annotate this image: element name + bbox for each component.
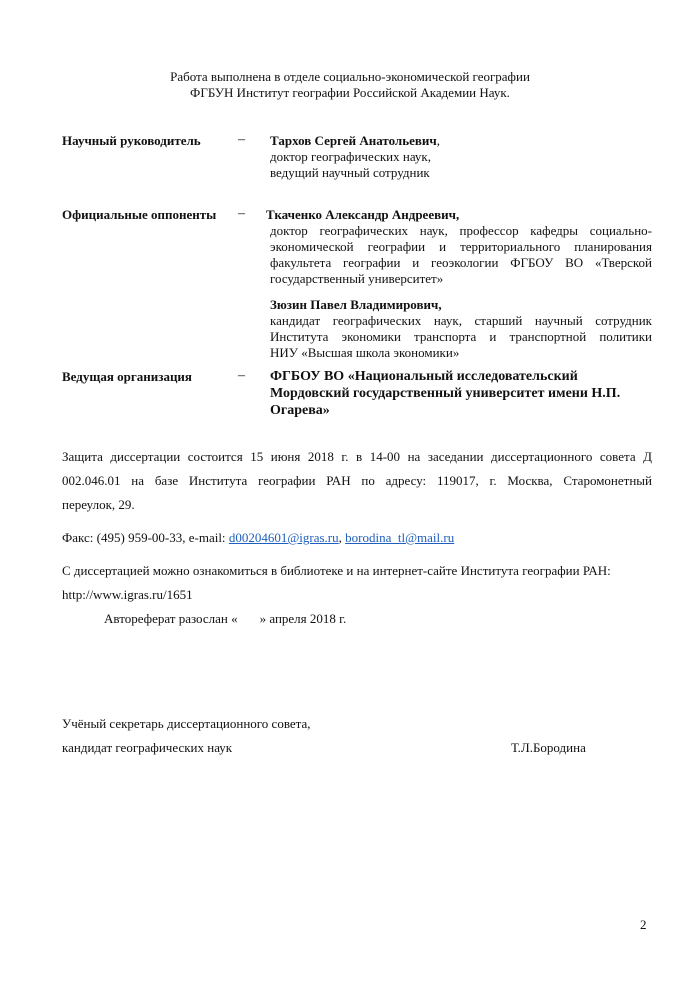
opponent-1-name: Ткаченко Александр Андреевич, [266, 207, 460, 222]
secretary-line-2: кандидат географических наук [62, 740, 233, 755]
supervisor-name: Тархов Сергей Анатольевич [270, 133, 437, 148]
library-line-1: С диссертацией можно ознакомиться в библиотеке и на интернет-сайте Института географии РАН: [62, 563, 611, 578]
supervisor-dash: – [238, 132, 245, 147]
supervisor-name-line [270, 133, 440, 149]
opponent-1-line-3: факультета географии и геоэкологии ФГБОУ ВО «Тверской [270, 255, 652, 270]
supervisor-position: ведущий научный сотрудник [270, 165, 430, 180]
contact-line [62, 530, 454, 546]
leading-org-line-2: Мордовский государственный университет имени Н.П. [270, 386, 621, 401]
contact-prefix: Факс: (495) 959-00-33, e-mail: [62, 530, 229, 545]
leading-org-line-1: ФГБОУ ВО «Национальный исследовательский [270, 369, 578, 384]
sent-line [104, 611, 346, 627]
opponent-1-line-2: экономической географии и территориального планирования [270, 239, 652, 254]
header-line-2: ФГБУН Институт географии Российской Академии Наук. [190, 85, 510, 100]
opponent-2-line-3: НИУ «Высшая школа экономики» [270, 345, 460, 360]
secretary-name: Т.Л.Бородина [511, 740, 586, 755]
opponent-2-line-2: Института экономики транспорта и транспортной политики [270, 329, 652, 344]
sent-suffix: » апреля 2018 г. [259, 611, 347, 626]
library-url: http://www.igras.ru/1651 [62, 587, 193, 602]
contact-separator: , [338, 530, 346, 545]
header-line-1: Работа выполнена в отделе социально-экономической географии [170, 69, 530, 84]
opponent-1-line-4: государственный университет» [270, 271, 444, 286]
defense-line-1: Защита диссертации состоится 15 июня 2018 г. в 14-00 на заседании диссертационного совета Д [62, 449, 652, 464]
leading-org-line-3: Огарева» [270, 403, 330, 418]
opponent-2-name: Зюзин Павел Владимирович, [270, 297, 442, 312]
leading-org-dash: – [238, 368, 245, 383]
defense-line-3: переулок, 29. [62, 497, 135, 512]
supervisor-name-punct: , [436, 133, 440, 148]
supervisor-degree: доктор географических наук, [270, 149, 431, 164]
email-link-1[interactable]: d00204601@igras.ru [228, 530, 339, 545]
supervisor-role: Научный руководитель [62, 133, 201, 148]
opponents-role: Официальные оппоненты [62, 207, 217, 222]
leading-org-role: Ведущая организация [62, 369, 192, 384]
email-link-2[interactable]: borodina_tl@mail.ru [345, 530, 455, 545]
page-number: 2 [640, 917, 647, 932]
secretary-line-1: Учёный секретарь диссертационного совета, [62, 716, 311, 731]
opponents-dash: – [238, 206, 245, 221]
opponent-2-line-1: кандидат географических наук, старший научный сотрудник [270, 313, 652, 328]
defense-line-2: 002.046.01 на базе Института географии РАН по адресу: 119017, г. Москва, Старомонетный [62, 473, 652, 488]
opponent-1-line-1: доктор географических наук, профессор кафедры социально- [270, 223, 652, 238]
sent-prefix: Автореферат разослан « [104, 611, 238, 626]
